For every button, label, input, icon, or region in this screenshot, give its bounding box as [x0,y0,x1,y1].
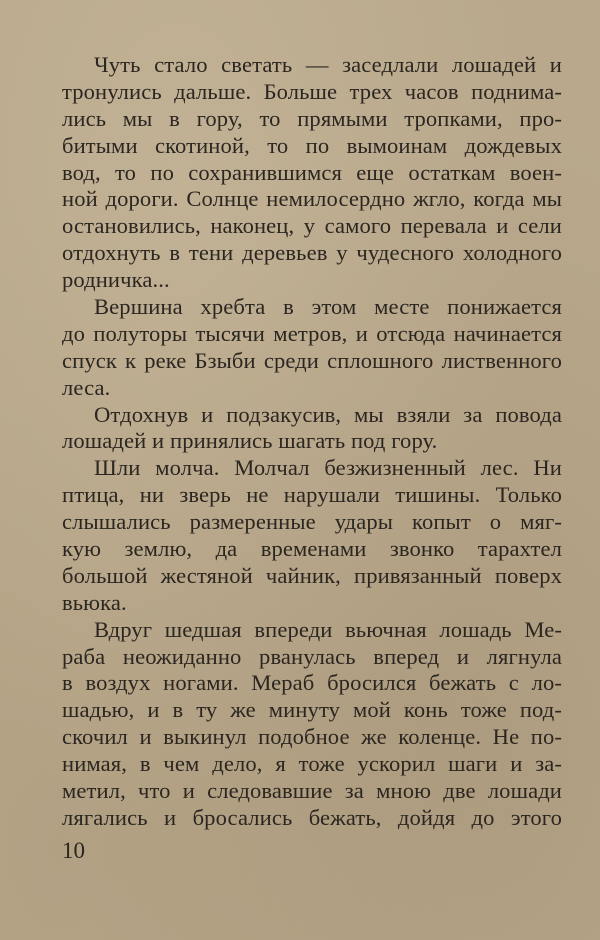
text-line: родничка... [62,267,170,293]
text-line: скочил и выкинул подобное же коленце. Не по- [62,724,562,750]
text-line: битыми скотиной, то по вымоинам дождевых [62,132,562,158]
text-line: остановились, наконец, у самого перевала и сели [62,213,562,239]
text-line: Вдруг шедшая впереди вьючная лошадь Ме- [94,616,562,642]
text-line: лись мы в гору, то прямыми тропками, про- [62,105,562,131]
text-line: Чуть стало светать — заседлали лошадей и [94,52,562,77]
text-line: до полуторы тысячи метров, и отсюда начинается [62,320,562,346]
text-line: вод, то по сохранившимся еще остаткам воен- [62,159,562,185]
text-line: шадью, и в ту же минуту мой конь тоже под- [62,697,562,723]
text-line: лягались и бросались бежать, дойдя до этого [62,804,562,830]
text-line: лошадей и принялись шагать под гору. [62,428,438,454]
text-line: Отдохнув и подзакусив, мы взяли за повода [94,401,562,427]
text-line: метил, что и следовавшие за мною две лошади [62,778,562,804]
body-text [62,52,562,832]
text-line: Шли молча. Молчал безжизненный лес. Ни [94,455,562,481]
text-line: раба неожиданно рванулась вперед и лягнула [62,643,562,669]
text-line: птица, ни зверь не нарушали тишины. Только [62,482,562,508]
text-line: в воздух ногами. Мераб бросился бежать с ло- [62,670,562,696]
text-line: большой жестяной чайник, привязанный поверх [62,562,562,588]
text-line: вьюка. [62,589,127,615]
text-line: ной дороги. Солнце немилосердно жгло, когда мы [62,186,562,212]
text-line: спуск к реке Бзыби среди сплошного лиственного [62,347,562,373]
text-line: слышались размеренные удары копыт о мяг- [62,509,562,535]
text-line: отдохнуть в тени деревьев у чудесного холодного [62,240,562,266]
text-line: кую землю, да временами звонко тарахтел [62,536,562,562]
text-line: Вершина хребта в этом месте понижается [94,294,562,320]
text-line: тронулись дальше. Больше трех часов поднима- [62,78,562,104]
text-line: нимая, в чем дело, я тоже ускорил шаги и за- [62,751,562,777]
text-line: леса. [62,374,111,400]
page-number: 10 [62,838,85,863]
